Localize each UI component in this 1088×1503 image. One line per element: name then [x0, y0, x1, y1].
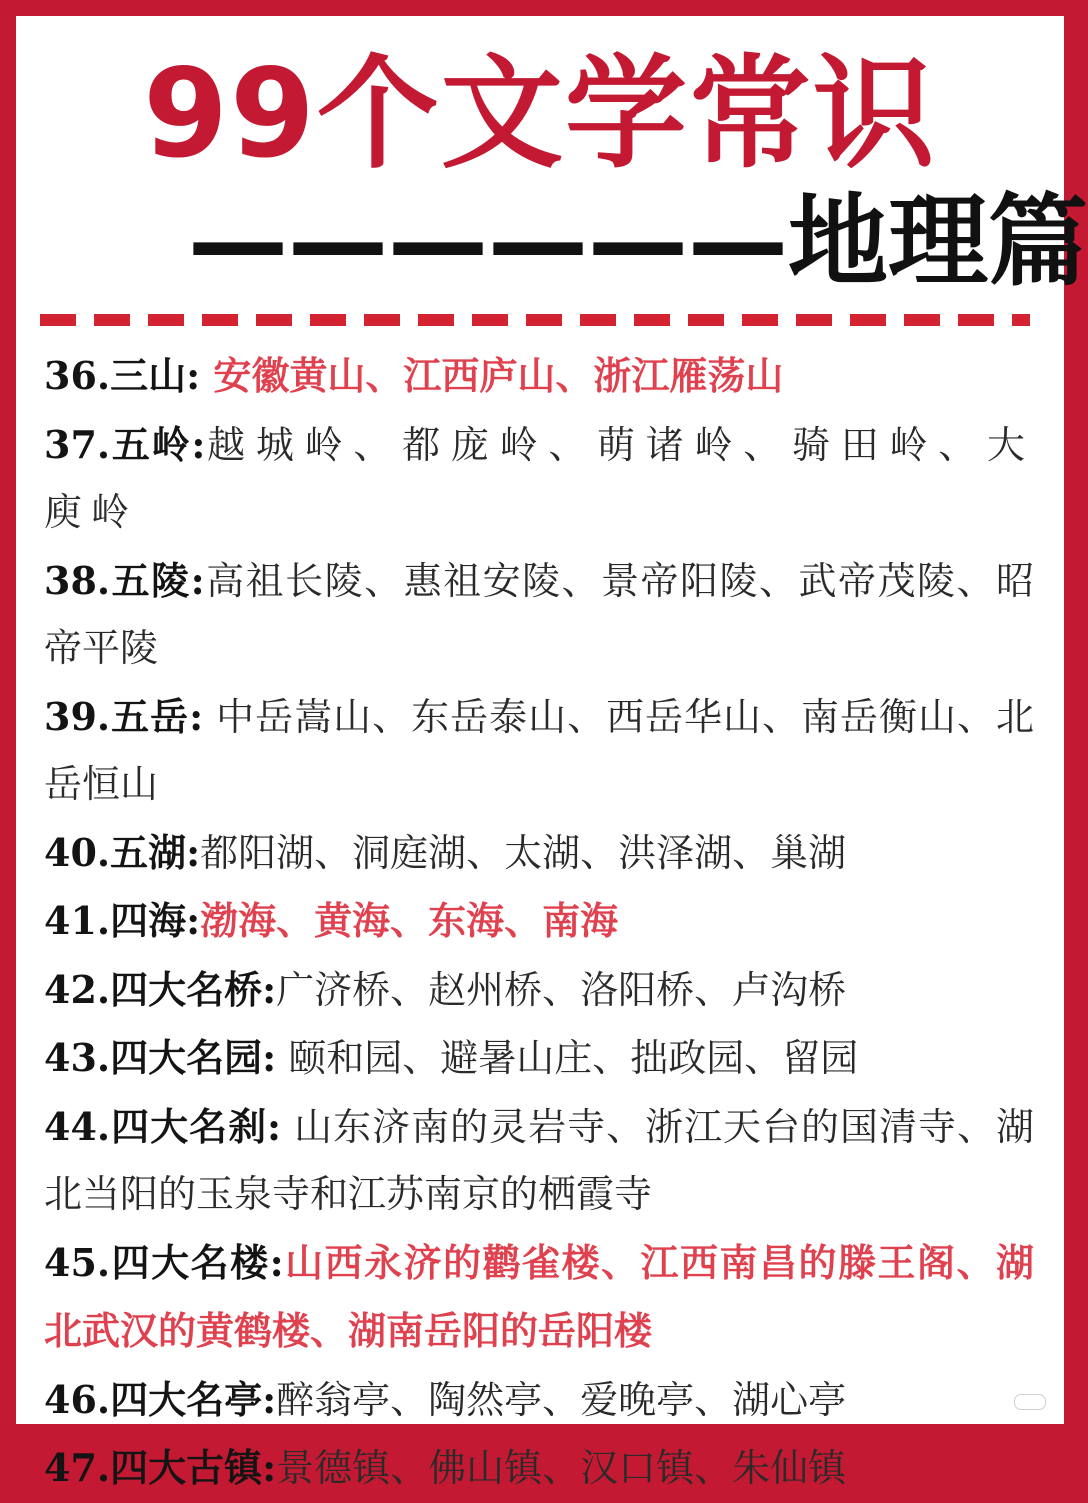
- item-label: 45.四大名楼:: [44, 1239, 284, 1285]
- list-item: [44, 683, 1034, 819]
- item-content: 广济桥、赵州桥、洛阳桥、卢沟桥: [276, 967, 847, 1012]
- item-content: 醉翁亭、陶然亭、爱晚亭、湖心亭: [276, 1377, 847, 1422]
- list-item: [44, 342, 1034, 411]
- item-label: 43.四大名园:: [44, 1035, 277, 1080]
- item-content: 山东济南的灵岩寺、浙江天台的国清寺、湖北当阳的玉泉寺和江苏南京的栖霞寺: [44, 1104, 1034, 1216]
- list-item: [44, 1024, 1034, 1093]
- item-content: 高祖长陵、惠祖安陵、景帝阳陵、武帝茂陵、昭帝平陵: [44, 558, 1034, 670]
- list-item: [44, 1093, 1034, 1229]
- list-item: [44, 547, 1034, 683]
- item-content: 安徽黄山、江西庐山、浙江雁荡山: [200, 353, 784, 398]
- item-label: 40.五湖:: [44, 829, 201, 875]
- item-content: 颐和园、避暑山庄、拙政园、留园: [276, 1036, 859, 1080]
- page-subtitle: ——————地理篇: [188, 183, 1088, 300]
- item-label: 39.五岳:: [44, 693, 204, 739]
- list-item: [44, 411, 1034, 547]
- item-content: 渤海、黄海、东海、南海: [200, 898, 619, 943]
- page-title: 99个文学常识: [143, 43, 937, 185]
- list-item: [44, 1229, 1034, 1366]
- item-label: 38.五陵:: [44, 557, 205, 603]
- item-content: 景德镇、佛山镇、汉口镇、朱仙镇: [276, 1446, 847, 1490]
- knowledge-list: [44, 342, 1034, 1503]
- list-item: [44, 956, 1034, 1025]
- item-content: 中岳嵩山、东岳泰山、西岳华山、南岳衡山、北岳恒山: [44, 694, 1034, 806]
- item-label: 47.四大古镇:: [44, 1445, 277, 1490]
- item-label: 37.五岭:: [44, 421, 206, 467]
- item-label: 42.四大名桥:: [44, 966, 277, 1012]
- item-content: 山西永济的鹳雀楼、江西南昌的滕王阁、湖北武汉的黄鹤楼、湖南岳阳的岳阳楼: [44, 1239, 1034, 1353]
- dashed-divider: [40, 314, 1030, 326]
- item-label: 36.三山:: [44, 353, 201, 398]
- page-card: [16, 16, 1088, 1490]
- list-item: [44, 887, 1034, 956]
- item-content: 都阳湖、洞庭湖、太湖、洪泽湖、巢湖: [200, 830, 847, 875]
- item-content: 越城岭、都庞岭、萌诸岭、骑田岭、大庾岭: [44, 422, 1034, 534]
- list-item: [44, 819, 1034, 888]
- watermark-badge-icon: [1014, 1394, 1046, 1410]
- item-label: 46.四大名亭:: [44, 1376, 277, 1422]
- list-item: [44, 1434, 1034, 1503]
- item-label: 44.四大名刹:: [44, 1103, 282, 1149]
- item-label: 41.四海:: [44, 898, 201, 943]
- list-item: [44, 1366, 1034, 1435]
